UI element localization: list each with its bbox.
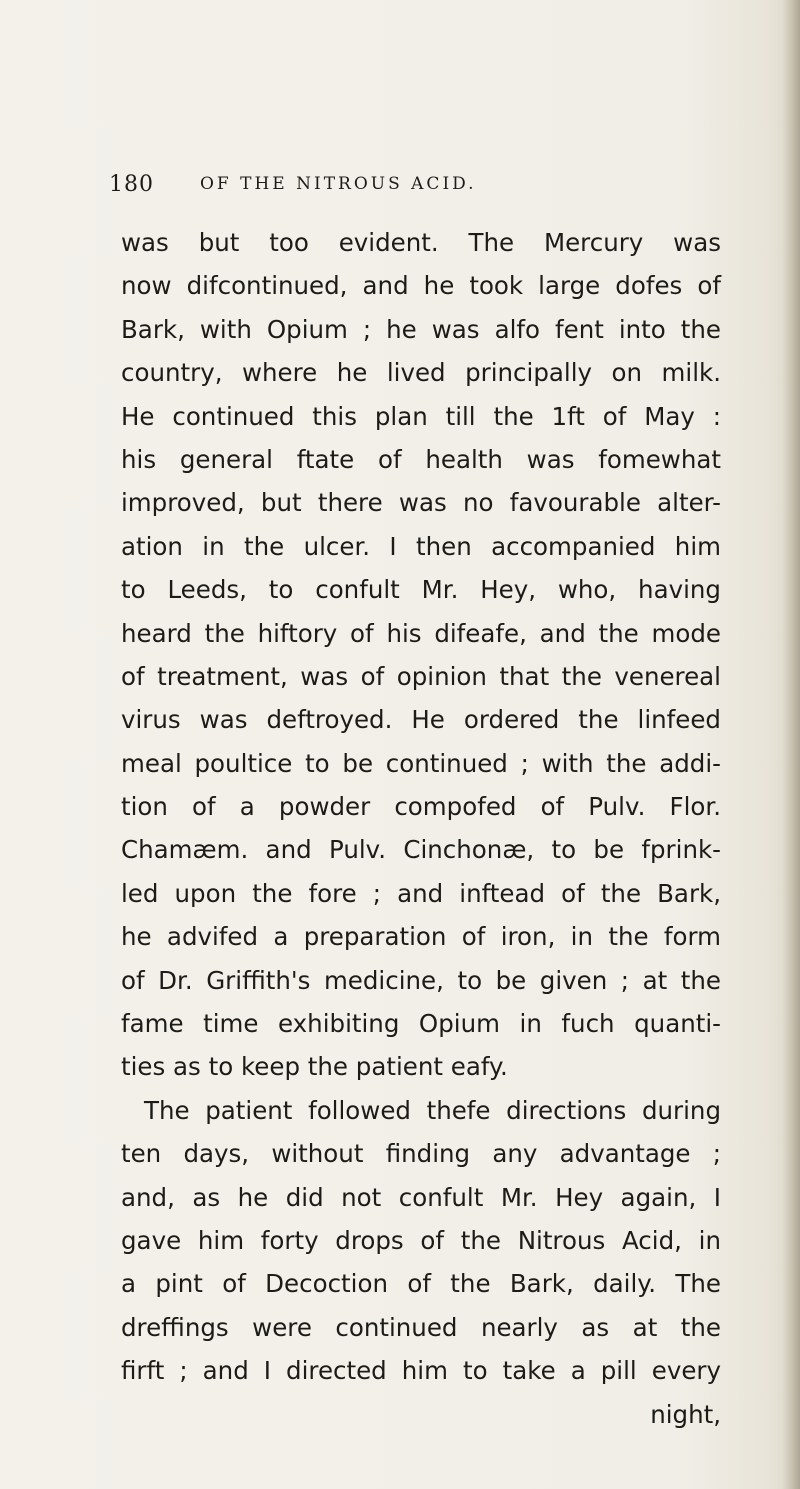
text-line: of Dr. Griffith's medicine, to be given ; at the xyxy=(121,965,721,995)
text-line: dreffings were continued nearly as at the xyxy=(121,1312,721,1342)
page-gutter-shadow xyxy=(782,0,800,1489)
text-line: was but too evident. The Mercury was xyxy=(121,228,721,257)
body-text xyxy=(121,221,721,1436)
text-line: ten days, without finding any advantage ; xyxy=(121,1139,721,1169)
text-line: meal poultice to be continued ; with the addi- xyxy=(121,748,721,778)
text-line: gave him forty drops of the Nitrous Acid, in xyxy=(121,1225,721,1255)
text-line: ties as to keep the patient eafy. xyxy=(121,1052,508,1082)
text-line: fame time exhibiting Opium in fuch quanti- xyxy=(121,1009,721,1039)
text-line: virus was deftroyed. He ordered the linfeed xyxy=(121,705,721,735)
text-line: led upon the fore ; and inftead of the Bark, xyxy=(121,878,721,908)
text-line: tion of a powder compofed of Pulv. Flor. xyxy=(121,792,721,822)
text-line: country, where he lived principally on milk. xyxy=(121,358,721,388)
text-line: and, as he did not confult Mr. Hey again, I xyxy=(121,1182,721,1212)
text-line: He continued this plan till the 1ft of May : xyxy=(121,401,721,431)
running-head xyxy=(109,172,709,202)
text-line: The patient followed thefe directions during xyxy=(144,1095,721,1125)
text-line: of treatment, was of opinion that the venereal xyxy=(121,661,721,691)
text-line: now difcontinued, and he took large dofes of xyxy=(121,271,721,301)
page-number: 180 xyxy=(109,172,154,197)
text-line: a pint of Decoction of the Bark, daily. The xyxy=(121,1269,721,1299)
running-head-title: OF THE NITROUS ACID. xyxy=(200,174,477,194)
text-line: heard the hiftory of his difeafe, and the mode xyxy=(121,618,721,648)
text-line: ation in the ulcer. I then accompanied him xyxy=(121,531,721,561)
text-line: Bark, with Opium ; he was alfo fent into the xyxy=(121,314,721,344)
text-line: his general ftate of health was fomewhat xyxy=(121,444,721,474)
catchword: night, xyxy=(650,1399,721,1429)
text-line: Chamæm. and Pulv. Cinchonæ, to be fprink- xyxy=(121,835,721,865)
text-line: to Leeds, to confult Mr. Hey, who, having xyxy=(121,575,721,605)
text-line: firft ; and I directed him to take a pill every xyxy=(121,1356,721,1386)
text-line: improved, but there was no favourable alter- xyxy=(121,488,721,518)
text-line: he advifed a preparation of iron, in the form xyxy=(121,922,721,952)
